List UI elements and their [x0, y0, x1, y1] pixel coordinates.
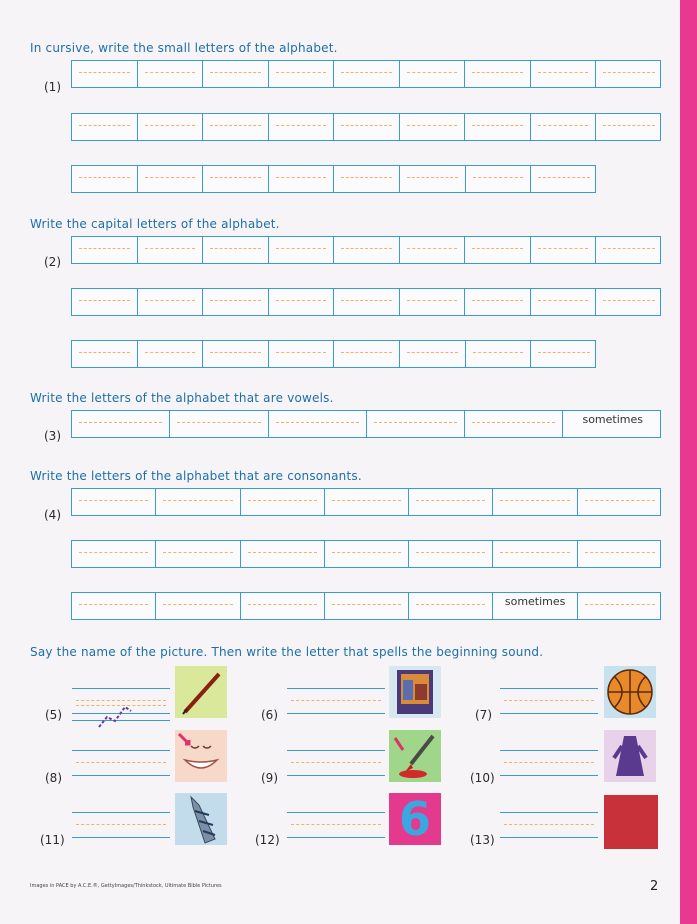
number-six-icon [389, 793, 441, 845]
capital-letters-row-2[interactable] [71, 288, 661, 316]
six-glyph: 6 [398, 792, 431, 846]
question-number-6: (6) [261, 708, 278, 722]
consonants-row-1[interactable] [71, 488, 661, 516]
answer-line-12[interactable] [287, 812, 385, 838]
answer-line-9[interactable] [287, 750, 385, 776]
image-credit: Images in PACE by A.C.E.®, GettyImages/Thinkstock, Ultimate Bible Pictures [30, 883, 222, 889]
answer-line-7[interactable] [500, 688, 598, 714]
sometimes-label-vowels: sometimes [582, 413, 643, 426]
question-number-2: (2) [44, 255, 61, 269]
capital-letters-row-1[interactable] [71, 236, 661, 264]
page-edge-stripe [680, 0, 697, 924]
question-number-10: (10) [470, 771, 495, 785]
question-number-8: (8) [45, 771, 62, 785]
question-number-4: (4) [44, 508, 61, 522]
pen-icon [175, 666, 227, 718]
question-number-11: (11) [40, 833, 65, 847]
small-letters-row-1[interactable] [71, 60, 661, 88]
question-number-5: (5) [45, 708, 62, 722]
answer-line-6[interactable] [287, 688, 385, 714]
book-icon [389, 666, 441, 718]
question-number-1: (1) [44, 80, 61, 94]
question-number-3: (3) [44, 429, 61, 443]
capital-letters-row-3[interactable] [71, 340, 596, 368]
mouth-icon [175, 730, 227, 782]
question-number-7: (7) [475, 708, 492, 722]
small-letters-row-2[interactable] [71, 113, 661, 141]
instruction-1: In cursive, write the small letters of the alphabet. [30, 41, 338, 55]
basketball-icon [604, 666, 656, 718]
page-number: 2 [650, 879, 659, 894]
small-letters-row-3[interactable] [71, 165, 596, 193]
question-number-9: (9) [261, 771, 278, 785]
answer-line-13[interactable] [500, 812, 598, 838]
consonants-row-3[interactable] [71, 592, 661, 620]
vowels-row[interactable] [71, 410, 661, 438]
answer-line-10[interactable] [500, 750, 598, 776]
dress-icon [604, 730, 656, 782]
instruction-3: Write the letters of the alphabet that are vowels. [30, 391, 334, 405]
red-square-icon [604, 795, 658, 849]
pen-trace-icon [95, 697, 135, 733]
instruction-5: Say the name of the picture. Then write the letter that spells the beginning sound. [30, 645, 544, 659]
paintbrush-icon [389, 730, 441, 782]
instruction-4: Write the letters of the alphabet that are consonants. [30, 469, 362, 483]
necktie-icon [175, 793, 227, 845]
instruction-2: Write the capital letters of the alphabet. [30, 217, 280, 231]
question-number-13: (13) [470, 833, 495, 847]
answer-line-8[interactable] [72, 750, 170, 776]
question-number-12: (12) [255, 833, 280, 847]
answer-line-11[interactable] [72, 812, 170, 838]
consonants-row-2[interactable] [71, 540, 661, 568]
sometimes-label-consonants: sometimes [504, 595, 566, 608]
